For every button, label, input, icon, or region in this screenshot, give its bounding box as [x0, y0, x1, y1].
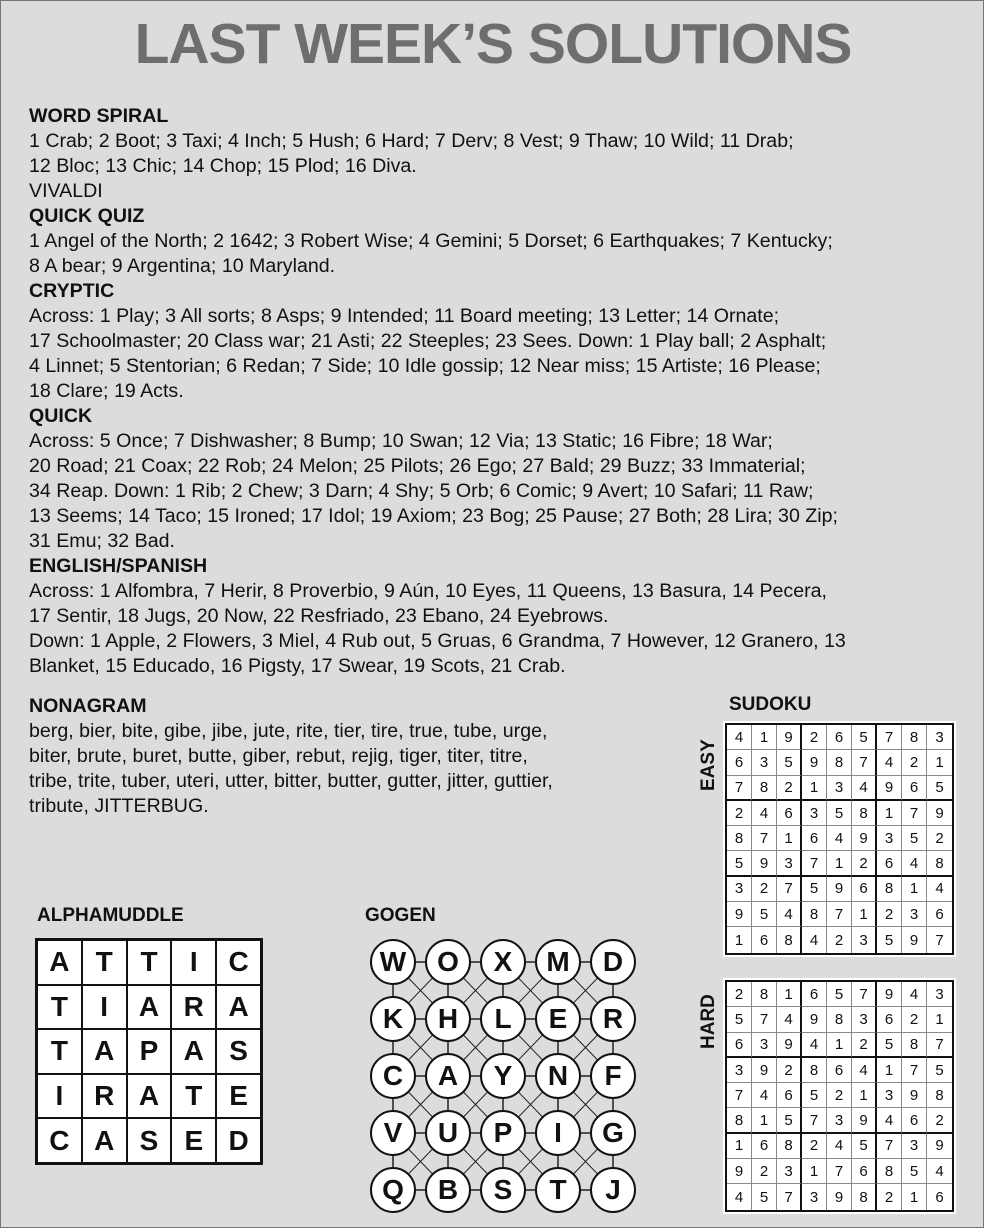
- alphamuddle-cell: R: [171, 985, 216, 1030]
- sudoku-cell: 7: [852, 750, 877, 775]
- sudoku-cell: 2: [827, 1083, 852, 1108]
- sudoku-cell: 4: [902, 851, 927, 876]
- sudoku-cell: 4: [877, 750, 902, 775]
- section-heading: QUICK QUIZ: [29, 205, 145, 227]
- sudoku-cell: 6: [877, 851, 902, 876]
- section-line: 1 Crab; 2 Boot; 3 Taxi; 4 Inch; 5 Hush; 6 Hard; 7 Derv; 8 Vest; 9 Thaw; 10 Wild; 11 Drab;: [29, 130, 794, 152]
- alphamuddle-cell: A: [171, 1029, 216, 1074]
- sudoku-easy-grid: [725, 723, 954, 955]
- sudoku-cell: 4: [827, 1134, 852, 1159]
- sudoku-cell: 9: [827, 1184, 852, 1209]
- sudoku-cell: 8: [902, 1033, 927, 1058]
- sudoku-cell: 1: [902, 877, 927, 902]
- sudoku-hard-grid: [725, 980, 954, 1212]
- sudoku-cell: 2: [927, 826, 952, 851]
- gogen-letter: D: [602, 946, 624, 977]
- alphamuddle-cell: D: [216, 1118, 261, 1163]
- sudoku-cell: 7: [827, 902, 852, 927]
- gogen-letter: Y: [493, 1060, 513, 1091]
- sudoku-cell: 4: [927, 877, 952, 902]
- gogen-letter: B: [437, 1174, 459, 1205]
- sudoku-cell: 1: [727, 1134, 752, 1159]
- gogen-letter: E: [548, 1003, 568, 1034]
- gogen-letter: W: [379, 946, 407, 977]
- gogen-letter: C: [382, 1060, 404, 1091]
- sudoku-cell: 2: [727, 801, 752, 826]
- gogen-letter: R: [602, 1003, 624, 1034]
- alphamuddle-heading: ALPHAMUDDLE: [37, 905, 184, 926]
- sudoku-cell: 8: [777, 1134, 802, 1159]
- sudoku-cell: 8: [827, 750, 852, 775]
- sudoku-cell: 6: [752, 927, 777, 952]
- sudoku-cell: 1: [927, 1007, 952, 1032]
- alphamuddle-cell: I: [37, 1074, 82, 1119]
- section-line: 17 Schoolmaster; 20 Class war; 21 Asti; 22 Steeples; 23 Sees. Down: 1 Play ball; 2 Asphalt;: [29, 330, 827, 352]
- sudoku-cell: 4: [852, 1058, 877, 1083]
- sudoku-cell: 3: [927, 982, 952, 1007]
- section-heading: QUICK: [29, 405, 93, 427]
- sudoku-cell: 4: [927, 1159, 952, 1184]
- sudoku-cell: 8: [727, 1108, 752, 1133]
- sudoku-cell: 1: [927, 750, 952, 775]
- alphamuddle-cell: T: [37, 985, 82, 1030]
- alphamuddle-cell: T: [171, 1074, 216, 1119]
- sudoku-cell: 1: [877, 801, 902, 826]
- alphamuddle-cell: R: [82, 1074, 127, 1119]
- sudoku-cell: 5: [827, 801, 852, 826]
- sudoku-cell: 4: [752, 1083, 777, 1108]
- sudoku-cell: 8: [752, 776, 777, 801]
- alphamuddle-cell: I: [171, 940, 216, 985]
- gogen-letter: H: [437, 1003, 459, 1034]
- sudoku-cell: 6: [777, 1083, 802, 1108]
- sudoku-cell: 3: [802, 801, 827, 826]
- sudoku-cell: 1: [802, 776, 827, 801]
- section-line: 20 Road; 21 Coax; 22 Rob; 24 Melon; 25 Pilots; 26 Ego; 27 Bald; 29 Buzz; 33 Immaterial;: [29, 455, 806, 477]
- sudoku-cell: 5: [902, 1159, 927, 1184]
- sudoku-cell: 9: [752, 1058, 777, 1083]
- sudoku-cell: 2: [827, 927, 852, 952]
- sudoku-cell: 7: [802, 851, 827, 876]
- sudoku-cell: 1: [802, 1159, 827, 1184]
- sudoku-cell: 9: [802, 750, 827, 775]
- section-line: 1 Angel of the North; 2 1642; 3 Robert Wise; 4 Gemini; 5 Dorset; 6 Earthquakes; 7 Kentucky;: [29, 230, 833, 252]
- alphamuddle-cell: P: [127, 1029, 172, 1074]
- sudoku-cell: 3: [852, 1007, 877, 1032]
- section-line: Across: 1 Alfombra, 7 Herir, 8 Proverbio, 9 Aún, 10 Eyes, 11 Queens, 13 Basura, 14 Pecera,: [29, 580, 827, 602]
- gogen-letter: T: [549, 1174, 567, 1205]
- sudoku-cell: 9: [927, 801, 952, 826]
- page-title: LAST WEEK’S SOLUTIONS: [134, 12, 852, 76]
- sudoku-cell: 4: [902, 982, 927, 1007]
- sudoku-cell: 5: [877, 927, 902, 952]
- alphamuddle-cell: A: [82, 1118, 127, 1163]
- sudoku-cell: 2: [877, 1184, 902, 1209]
- sudoku-cell: 7: [777, 1184, 802, 1209]
- sudoku-cell: 7: [927, 1033, 952, 1058]
- sudoku-cell: 8: [777, 927, 802, 952]
- sudoku-cell: 2: [752, 1159, 777, 1184]
- alphamuddle-cell: E: [171, 1118, 216, 1163]
- alphamuddle-cell: S: [216, 1029, 261, 1074]
- sudoku-cell: 7: [802, 1108, 827, 1133]
- sudoku-cell: 5: [777, 750, 802, 775]
- sudoku-cell: 5: [902, 826, 927, 851]
- sudoku-cell: 5: [802, 1083, 827, 1108]
- section-line: VIVALDI: [29, 180, 103, 202]
- sudoku-cell: 3: [927, 725, 952, 750]
- sudoku-cell: 6: [927, 902, 952, 927]
- alphamuddle-cell: A: [82, 1029, 127, 1074]
- alphamuddle-cell: E: [216, 1074, 261, 1119]
- section-line: Across: 5 Once; 7 Dishwasher; 8 Bump; 10 Swan; 12 Via; 13 Static; 16 Fibre; 18 War;: [29, 430, 773, 452]
- sudoku-cell: 8: [852, 1184, 877, 1209]
- sudoku-cell: 6: [852, 1159, 877, 1184]
- sudoku-cell: 9: [902, 1083, 927, 1108]
- sudoku-cell: 7: [752, 1007, 777, 1032]
- alphamuddle-grid: [35, 938, 263, 1165]
- sudoku-cell: 2: [802, 1134, 827, 1159]
- sudoku-cell: 6: [877, 1007, 902, 1032]
- gogen-letter: M: [546, 946, 570, 977]
- sudoku-cell: 8: [727, 826, 752, 851]
- gogen-letter: S: [493, 1174, 513, 1205]
- sudoku-cell: 9: [827, 877, 852, 902]
- sudoku-cell: 3: [902, 902, 927, 927]
- sudoku-cell: 7: [727, 1083, 752, 1108]
- nonagram-line: biter, brute, buret, butte, giber, rebut, rejig, tiger, titer, titre,: [29, 745, 528, 767]
- sudoku-cell: 6: [827, 1058, 852, 1083]
- alphamuddle-cell: T: [127, 940, 172, 985]
- sudoku-cell: 4: [877, 1108, 902, 1133]
- sudoku-cell: 9: [777, 1033, 802, 1058]
- sudoku-cell: 6: [777, 801, 802, 826]
- sudoku-hard-wrap: [723, 978, 956, 1214]
- sudoku-cell: 2: [777, 776, 802, 801]
- sudoku-cell: 1: [852, 902, 877, 927]
- sudoku-cell: 2: [802, 725, 827, 750]
- sudoku-cell: 9: [877, 776, 902, 801]
- section-line: 17 Sentir, 18 Jugs, 20 Now, 22 Resfriado, 23 Ebano, 24 Eyebrows.: [29, 605, 609, 627]
- sudoku-cell: 8: [927, 1083, 952, 1108]
- sudoku-cell: 9: [852, 826, 877, 851]
- gogen-grid: [361, 931, 641, 1221]
- nonagram-line: tribute, JITTERBUG.: [29, 795, 209, 817]
- gogen-letter: Q: [382, 1174, 404, 1205]
- gogen-letter: P: [493, 1117, 513, 1148]
- sudoku-cell: 8: [752, 982, 777, 1007]
- sudoku-cell: 7: [877, 725, 902, 750]
- sudoku-cell: 6: [802, 982, 827, 1007]
- gogen-letter: N: [547, 1060, 569, 1091]
- sudoku-cell: 6: [727, 750, 752, 775]
- sudoku-cell: 7: [777, 877, 802, 902]
- sudoku-cell: 8: [927, 851, 952, 876]
- sudoku-cell: 7: [877, 1134, 902, 1159]
- alphamuddle-cell: A: [127, 1074, 172, 1119]
- sudoku-cell: 6: [802, 826, 827, 851]
- sudoku-cell: 5: [852, 1134, 877, 1159]
- sudoku-cell: 5: [727, 1007, 752, 1032]
- sudoku-cell: 6: [935, 1188, 944, 1206]
- sudoku-cell: 9: [877, 982, 902, 1007]
- sudoku-cell: 5: [927, 776, 952, 801]
- sudoku-cell: 1: [752, 725, 777, 750]
- sudoku-cell: 5: [777, 1108, 802, 1133]
- sudoku-cell: 7: [902, 1058, 927, 1083]
- section-line: Across: 1 Play; 3 All sorts; 8 Asps; 9 Intended; 11 Board meeting; 13 Letter; 14 Ornate;: [29, 305, 780, 327]
- gogen-letter: J: [605, 1174, 621, 1205]
- section-line: 12 Bloc; 13 Chic; 14 Chop; 15 Plod; 16 Diva.: [29, 155, 417, 177]
- sudoku-cell: 8: [877, 877, 902, 902]
- sudoku-cell: 6: [727, 1033, 752, 1058]
- sudoku-cell: 2: [852, 851, 877, 876]
- sudoku-cell: 5: [752, 902, 777, 927]
- sudoku-cell: 3: [727, 877, 752, 902]
- section-line: 31 Emu; 32 Bad.: [29, 530, 175, 552]
- alphamuddle-cell: C: [37, 1118, 82, 1163]
- sudoku-cell: 3: [727, 1058, 752, 1083]
- sudoku-cell: 2: [902, 750, 927, 775]
- sudoku-cell: 6: [902, 776, 927, 801]
- sudoku-cell: 7: [827, 1159, 852, 1184]
- sudoku-cell: 5: [927, 1058, 952, 1083]
- alphamuddle-cell: T: [82, 940, 127, 985]
- sudoku-cell: 9: [727, 902, 752, 927]
- nonagram-heading: NONAGRAM: [29, 695, 147, 717]
- sudoku-cell: 7: [727, 776, 752, 801]
- section-line: Blanket, 15 Educado, 16 Pigsty, 17 Swear, 19 Scots, 21 Crab.: [29, 655, 566, 677]
- gogen-letter: X: [493, 946, 513, 977]
- sudoku-cell: 8: [852, 801, 877, 826]
- section-line: 18 Clare; 19 Acts.: [29, 380, 184, 402]
- sudoku-cell: 7: [902, 801, 927, 826]
- gogen-letter: A: [437, 1060, 459, 1091]
- sudoku-cell: 4: [777, 902, 802, 927]
- sudoku-cell: 4: [727, 725, 752, 750]
- sudoku-cell: 3: [777, 1159, 802, 1184]
- sudoku-cell: 4: [802, 927, 827, 952]
- gogen-letter: O: [437, 946, 459, 977]
- sudoku-cell: 8: [802, 1058, 827, 1083]
- sudoku-cell: 5: [802, 877, 827, 902]
- sudoku-cell: 6: [902, 1108, 927, 1133]
- section-heading: CRYPTIC: [29, 280, 115, 302]
- gogen-letter: U: [437, 1117, 459, 1148]
- sudoku-cell: 7: [935, 931, 944, 949]
- sudoku-cell: 3: [902, 1134, 927, 1159]
- sudoku-hard-label: HARD: [698, 994, 719, 1049]
- sudoku-cell: 1: [852, 1083, 877, 1108]
- sudoku-cell: 2: [927, 1108, 952, 1133]
- sudoku-cell: 5: [827, 982, 852, 1007]
- nonagram-section: [29, 694, 679, 819]
- alphamuddle-cell: S: [127, 1118, 172, 1163]
- alphamuddle-cell: A: [37, 940, 82, 985]
- sudoku-easy-wrap: [723, 721, 956, 957]
- sudoku-cell: 8: [802, 902, 827, 927]
- sudoku-cell: 5: [727, 851, 752, 876]
- gogen-letter: K: [382, 1003, 404, 1034]
- sudoku-cell: 3: [877, 1083, 902, 1108]
- section-line: 34 Reap. Down: 1 Rib; 2 Chew; 3 Darn; 4 Shy; 5 Orb; 6 Comic; 9 Avert; 10 Safari; 11 Raw;: [29, 480, 814, 502]
- sudoku-cell: 4: [827, 826, 852, 851]
- sudoku-cell: 2: [852, 1033, 877, 1058]
- gogen-letter: F: [604, 1060, 622, 1091]
- sudoku-cell: 3: [827, 776, 852, 801]
- sudoku-cell: 2: [727, 982, 752, 1007]
- section-line: 13 Seems; 14 Taco; 15 Ironed; 17 Idol; 19 Axiom; 23 Bog; 25 Pause; 27 Both; 28 Lira; 30 Zip;: [29, 505, 838, 527]
- sudoku-cell: 8: [877, 1159, 902, 1184]
- sudoku-cell: 9: [852, 1108, 877, 1133]
- alphamuddle-cell: A: [127, 985, 172, 1030]
- sudoku-cell: 9: [752, 851, 777, 876]
- sudoku-cell: 2: [777, 1058, 802, 1083]
- sudoku-cell: 6: [752, 1134, 777, 1159]
- sudoku-cell: 3: [752, 1033, 777, 1058]
- sudoku-cell: 9: [902, 927, 927, 952]
- sudoku-cell: 4: [802, 1033, 827, 1058]
- sudoku-cell: 9: [727, 1159, 752, 1184]
- sudoku-cell: 3: [852, 927, 877, 952]
- gogen-letter: L: [494, 1003, 512, 1034]
- sudoku-cell: 6: [827, 725, 852, 750]
- gogen-letter: I: [554, 1117, 562, 1148]
- solutions-text: [29, 104, 964, 679]
- alphamuddle-cell: C: [216, 940, 261, 985]
- sudoku-cell: 2: [877, 902, 902, 927]
- sudoku-cell: 9: [802, 1007, 827, 1032]
- sudoku-cell: 4: [727, 1184, 752, 1209]
- sudoku-cell: 4: [777, 1007, 802, 1032]
- sudoku-cell: 8: [827, 1007, 852, 1032]
- gogen-letter: G: [602, 1117, 624, 1148]
- sudoku-cell: 8: [902, 725, 927, 750]
- gogen-heading: GOGEN: [365, 905, 436, 926]
- sudoku-cell: 3: [827, 1108, 852, 1133]
- gogen-letter: V: [383, 1117, 403, 1148]
- sudoku-cell: 3: [777, 851, 802, 876]
- sudoku-cell: 3: [877, 826, 902, 851]
- sudoku-cell: 1: [827, 851, 852, 876]
- sudoku-cell: 9: [777, 725, 802, 750]
- sudoku-cell: 5: [852, 725, 877, 750]
- sudoku-cell: 4: [752, 801, 777, 826]
- alphamuddle-cell: A: [216, 985, 261, 1030]
- sudoku-cell: 1: [777, 826, 802, 851]
- sudoku-easy-label: EASY: [698, 739, 719, 791]
- sudoku-cell: 7: [752, 826, 777, 851]
- sudoku-cell: 1: [877, 1058, 902, 1083]
- sudoku-cell: 3: [752, 750, 777, 775]
- alphamuddle-cell: I: [82, 985, 127, 1030]
- nonagram-line: berg, bier, bite, gibe, jibe, jute, rite, tier, tire, true, tube, urge,: [29, 720, 548, 742]
- sudoku-cell: 1: [902, 1184, 927, 1209]
- sudoku-cell: 1: [777, 982, 802, 1007]
- sudoku-cell: 5: [877, 1033, 902, 1058]
- sudoku-cell: 4: [852, 776, 877, 801]
- sudoku-cell: 1: [827, 1033, 852, 1058]
- section-heading: WORD SPIRAL: [29, 105, 169, 127]
- sudoku-cell: 6: [852, 877, 877, 902]
- section-line: Down: 1 Apple, 2 Flowers, 3 Miel, 4 Rub out, 5 Gruas, 6 Grandma, 7 However, 12 Granero, 13: [29, 630, 846, 652]
- alphamuddle-cell: T: [37, 1029, 82, 1074]
- nonagram-line: tribe, trite, tuber, uteri, utter, bitter, butter, gutter, jitter, guttier,: [29, 770, 553, 792]
- sudoku-cell: 2: [752, 877, 777, 902]
- section-heading: ENGLISH/SPANISH: [29, 555, 208, 577]
- sudoku-cell: 3: [802, 1184, 827, 1209]
- sudoku-cell: 9: [927, 1134, 952, 1159]
- section-line: 4 Linnet; 5 Stentorian; 6 Redan; 7 Side; 10 Idle gossip; 12 Near miss; 15 Artiste; 16 Please;: [29, 355, 821, 377]
- sudoku-cell: 1: [752, 1108, 777, 1133]
- section-line: 8 A bear; 9 Argentina; 10 Maryland.: [29, 255, 336, 277]
- sudoku-cell: 1: [727, 927, 752, 952]
- sudoku-cell: 7: [852, 982, 877, 1007]
- sudoku-cell: 2: [902, 1007, 927, 1032]
- sudoku-heading: SUDOKU: [729, 694, 812, 715]
- sudoku-cell: 5: [752, 1184, 777, 1209]
